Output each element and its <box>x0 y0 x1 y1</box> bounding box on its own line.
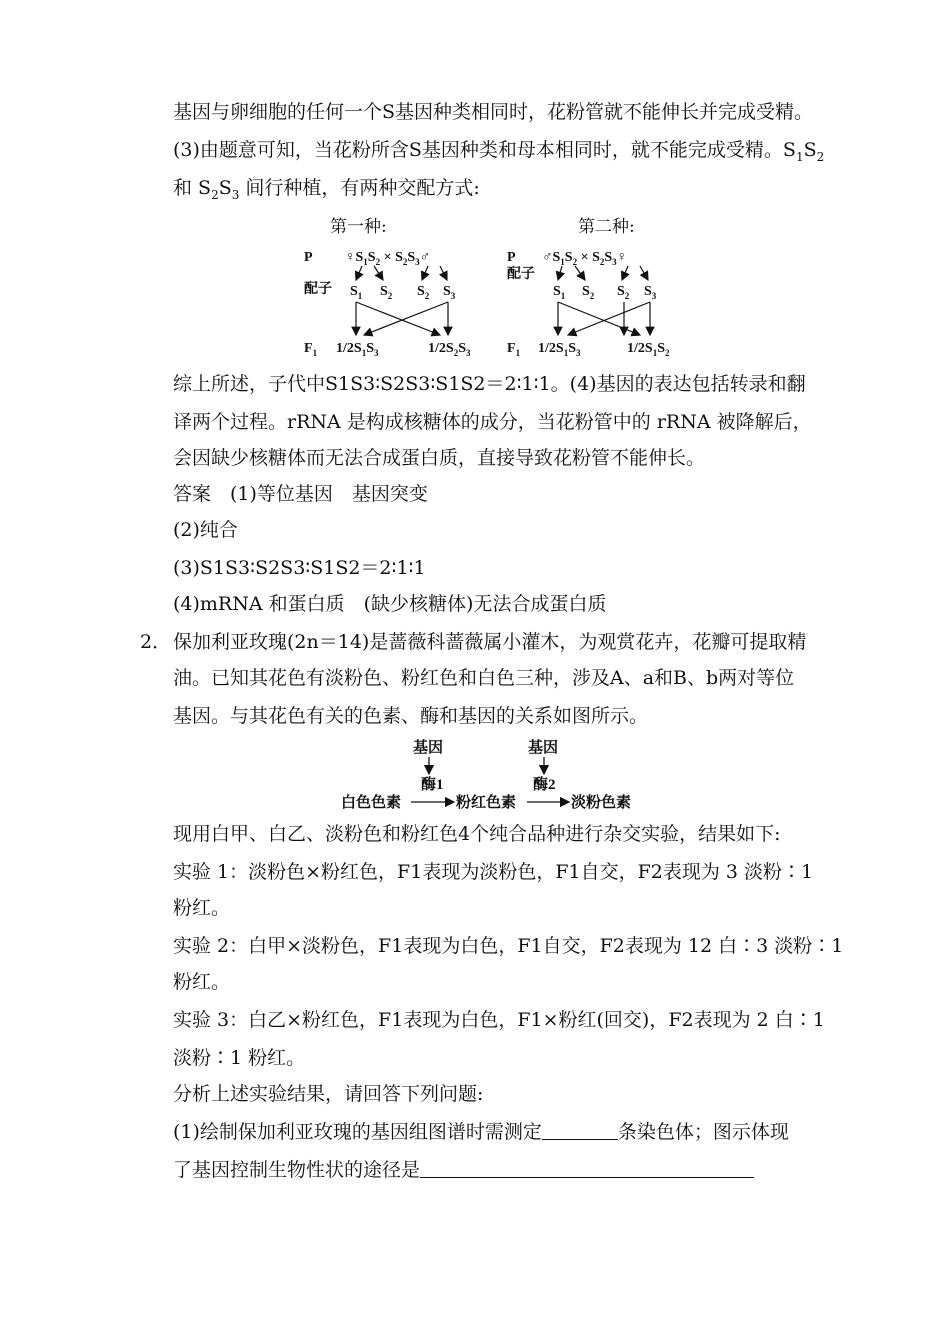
question-line: 油。已知其花色有淡粉色、粉红色和白色三种，涉及A、a和B、b两对等位 <box>173 667 795 689</box>
enzyme-label: 酶1 <box>421 777 444 793</box>
text-line: 分析上述实验结果，请回答下列问题: <box>173 1083 484 1105</box>
experiment-3-line: 实验 3：白乙×粉红色，F1表现为白色，F1×粉红(回交)，F2表现为 2 白∶1 <box>173 1009 825 1031</box>
offspring: $1/2S_1S_3$ <box>538 341 581 358</box>
offspring: $1/2S_2S_3$ <box>428 341 471 358</box>
gamete: $S_2$ <box>380 284 393 301</box>
gamete: $S_1$ <box>553 284 566 301</box>
gamete: $S_3$ <box>443 284 456 301</box>
question-number: 2． <box>140 631 172 653</box>
p-label: P <box>304 250 313 265</box>
text-line: 现用白甲、白乙、淡粉色和粉红色4个纯合品种进行杂交实验，结果如下: <box>173 823 781 845</box>
first-cross-title: 第一种: <box>330 217 387 237</box>
answer-blank[interactable] <box>420 1159 754 1178</box>
question-line: 保加利亚玫瑰(2n＝14)是蔷薇科蔷薇属小灌木，为观赏花卉，花瓣可提取精 <box>173 631 807 653</box>
experiment-1-line: 粉红。 <box>173 897 231 919</box>
experiment-3-line: 淡粉∶1 粉红。 <box>173 1047 306 1069</box>
gamete-label: 配子 <box>507 267 535 282</box>
enzyme-label: 酶2 <box>533 777 556 793</box>
text-line: 译两个过程。rRNA 是构成核糖体的成分，当花粉管中的 rRNA 被降解后， <box>173 411 812 433</box>
f1-label: $F_1$ <box>304 341 318 358</box>
question-line: 了基因控制生物性状的途径是 <box>173 1158 754 1182</box>
text-line: (3)由题意可知，当花粉所含S基因种类和母本相同时，就不能完成受精。$S_1S_2$ <box>173 139 825 164</box>
question-line: 基因。与其花色有关的色素、酶和基因的关系如图所示。 <box>173 705 649 727</box>
gene-label: 基因 <box>528 740 559 756</box>
gamete-label: 配子 <box>304 282 332 297</box>
cross-diagram <box>290 238 710 363</box>
experiment-1-line: 实验 1：淡粉色×粉红色，F1表现为淡粉色，F1自交，F2表现为 3 淡粉∶1 <box>173 861 814 883</box>
offspring: $1/2S_1S_3$ <box>336 341 379 358</box>
answer-line: (3)S1S3∶S2S3∶S1S2＝2∶1∶1 <box>173 557 426 579</box>
f1-label: $F_1$ <box>507 341 521 358</box>
answer-blank[interactable] <box>542 1121 618 1140</box>
pigment-label: 粉红色素 <box>456 795 517 811</box>
text-line: 综上所述，子代中S1S3∶S2S3∶S1S2＝2∶1∶1。(4)基因的表达包括转录和翻 <box>173 373 806 395</box>
answer-line: 答案 (1)等位基因 基因突变 <box>173 483 428 505</box>
gamete: $S_2$ <box>417 284 430 301</box>
second-cross-title: 第二种: <box>578 217 635 237</box>
offspring: $1/2S_1S_2$ <box>627 341 670 358</box>
question-line: (1)绘制保加利亚玫瑰的基因组图谱时需测定 条染色体；图示体现 <box>173 1121 789 1143</box>
experiment-2-line: 粉红。 <box>173 971 231 993</box>
gamete: $S_2$ <box>617 284 630 301</box>
pigment-label: 淡粉色素 <box>571 795 632 811</box>
answer-line: (2)纯合 <box>173 519 238 541</box>
gamete: $S_2$ <box>582 284 595 301</box>
gene-label: 基因 <box>413 740 444 756</box>
second-parents: $♂S_1S_2$ × $S_2S_3♀$ <box>542 250 628 267</box>
first-parents: $♀S_1S_2$ × $S_2S_3♂$ <box>345 250 431 267</box>
pigment-label: 白色色素 <box>341 795 402 811</box>
gamete: $S_3$ <box>644 284 657 301</box>
gamete: $S_1$ <box>350 284 363 301</box>
text-line: 基因与卵细胞的任何一个S基因种类相同时，花粉管就不能伸长并完成受精。 <box>173 101 814 123</box>
text-line: 会因缺少核糖体而无法合成蛋白质，直接导致花粉管不能伸长。 <box>173 447 706 469</box>
text-line: 和 $S_2S_3$ 间行种植，有两种交配方式: <box>173 177 480 202</box>
experiment-2-line: 实验 2：白甲×淡粉色，F1表现为白色，F1自交，F2表现为 12 白∶3 淡粉∶1 <box>173 935 844 957</box>
p-label: P <box>507 250 516 265</box>
answer-line: (4)mRNA 和蛋白质 (缺少核糖体)无法合成蛋白质 <box>173 593 607 615</box>
pigment-pathway-diagram <box>335 736 645 814</box>
